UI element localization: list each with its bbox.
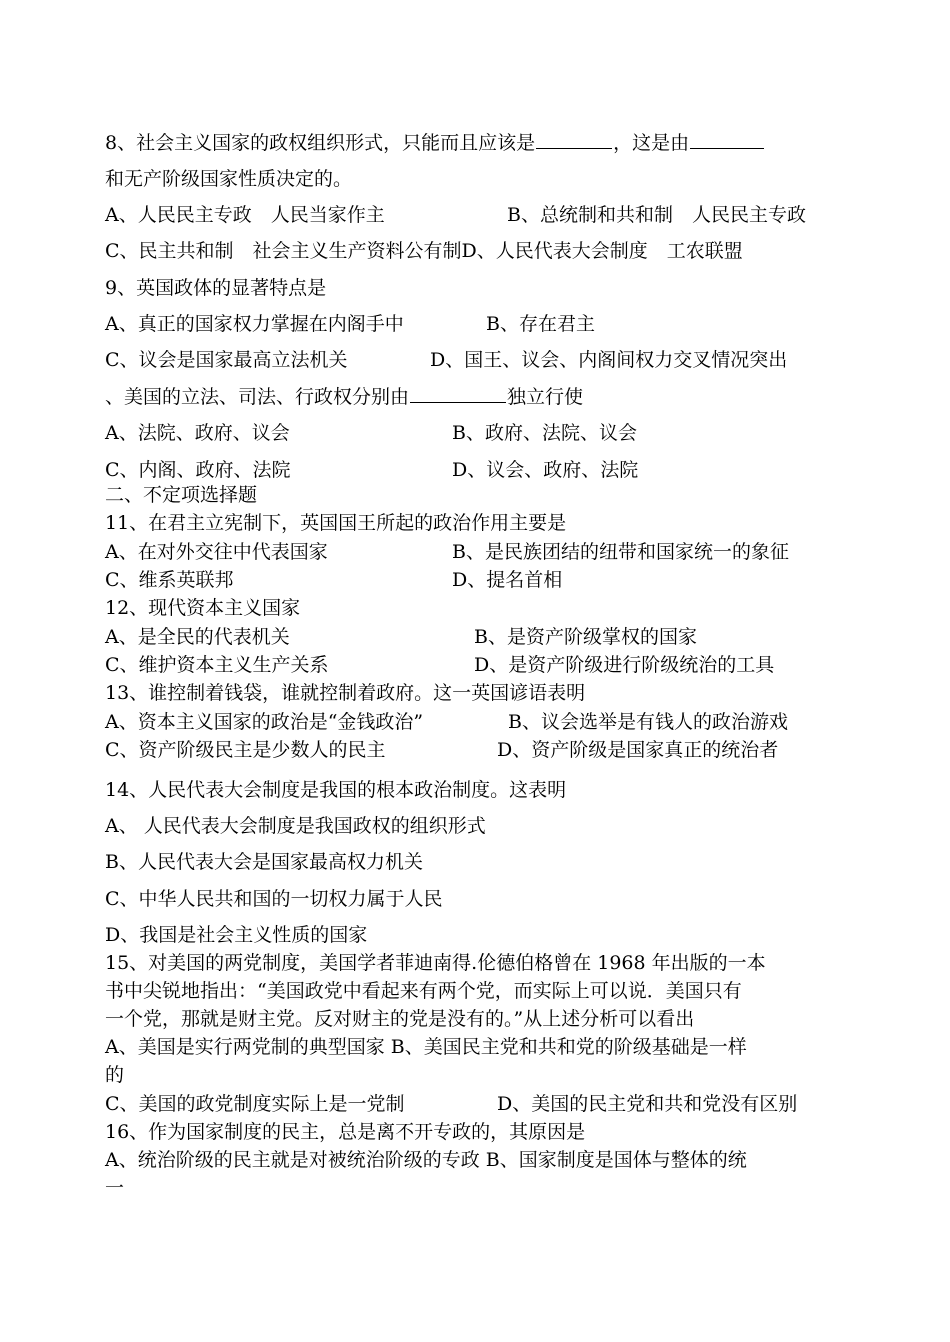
q16-stem: 16、作为国家制度的民主，总是离不开专政的，其原因是 [105,1121,586,1143]
q15-stem-line1: 15、对美国的两党制度，美国学者菲迪南得.伦德伯格曾在 1968 年出版的一本 [105,952,766,974]
q9-option-a: A、真正的国家权力掌握在内阁手中 [105,313,404,335]
q12-option-d: D、是资产阶级进行阶级统治的工具 [474,654,775,676]
q10-option-b: B、政府、法院、议会 [452,422,637,444]
section-heading: 二、不定项选择题 [105,484,258,506]
q8-option-cd: C、民主共和制 社会主义生产资料公有制D、人民代表大会制度 工农联盟 [105,240,743,262]
q14-option-d: D、我国是社会主义性质的国家 [105,924,368,946]
q13-option-b: B、议会选举是有钱人的政治游戏 [508,711,788,733]
q11-option-d: D、提名首相 [452,569,563,591]
q16-option-ab-line2: 一 [105,1177,125,1199]
q11-option-a: A、在对外交往中代表国家 [105,541,328,563]
q11-option-b: B、是民族团结的纽带和国家统一的象征 [452,541,789,563]
q8-stem-part2: ，这是由 [613,132,690,154]
q10-stem-part1: 、美国的立法、司法、行政权分别由 [105,386,410,408]
q9-option-c: C、议会是国家最高立法机关 [105,349,348,371]
q10-stem [105,386,583,409]
q16-option-ab-line1: A、统治阶级的民主就是对被统治阶级的专政 B、国家制度是国体与整体的统 [105,1149,747,1171]
q15-option-ab-line2: 的 [105,1064,125,1086]
q13-option-a: A、资本主义国家的政治是“金钱政治” [105,711,424,733]
q8-option-b: B、总统制和共和制 人民民主专政 [507,204,806,226]
q15-stem-line3: 一个党，那就是财主党。反对财主的党是没有的。”从上述分析可以看出 [105,1008,695,1030]
q8-stem-part1: 8、社会主义国家的政权组织形式，只能而且应该是 [105,132,536,154]
q9-option-d: D、国王、议会、内阁间权力交叉情况突出 [430,349,788,371]
q14-option-a: A、 人民代表大会制度是我国政权的组织形式 [105,815,486,837]
q15-option-d: D、美国的民主党和共和党没有区别 [497,1093,798,1115]
q12-option-a: A、是全民的代表机关 [105,626,290,648]
q12-stem: 12、现代资本主义国家 [105,597,301,619]
q10-option-a: A、法院、政府、议会 [105,422,290,444]
q9-option-b: B、存在君主 [486,313,595,335]
q15-option-ab-line1: A、美国是实行两党制的典型国家 B、美国民主党和共和党的阶级基础是一样 [105,1036,747,1058]
q13-option-d: D、资产阶级是国家真正的统治者 [497,739,779,761]
q8-stem-line1 [105,132,765,155]
q8-blank-2 [690,132,764,149]
q11-option-c: C、维系英联邦 [105,569,234,591]
q10-option-d: D、议会、政府、法院 [452,459,639,481]
q9-stem: 9、英国政体的显著特点是 [105,277,327,299]
q12-option-b: B、是资产阶级掌权的国家 [474,626,697,648]
q8-blank-1 [536,132,612,149]
q10-stem-part2: 独立行使 [507,386,584,408]
q10-blank [410,386,506,403]
q15-stem-line2: 书中尖锐地指出：“美国政党中看起来有两个党，而实际上可以说．美国只有 [105,980,742,1002]
q8-option-a: A、人民民主专政 人民当家作主 [105,204,385,226]
q13-option-c: C、资产阶级民主是少数人的民主 [105,739,386,761]
q10-option-c: C、内阁、政府、法院 [105,459,291,481]
q15-option-c: C、美国的政党制度实际上是一党制 [105,1093,405,1115]
q14-stem: 14、人民代表大会制度是我国的根本政治制度。这表明 [105,779,567,801]
q14-option-c: C、中华人民共和国的一切权力属于人民 [105,888,443,910]
q13-stem: 13、谁控制着钱袋，谁就控制着政府。这一英国谚语表明 [105,682,586,704]
q12-option-c: C、维护资本主义生产关系 [105,654,329,676]
q11-stem: 11、在君主立宪制下，英国国王所起的政治作用主要是 [105,512,567,534]
q8-stem-line2: 和无产阶级国家性质决定的。 [105,168,353,190]
q14-option-b: B、人民代表大会是国家最高权力机关 [105,851,423,873]
